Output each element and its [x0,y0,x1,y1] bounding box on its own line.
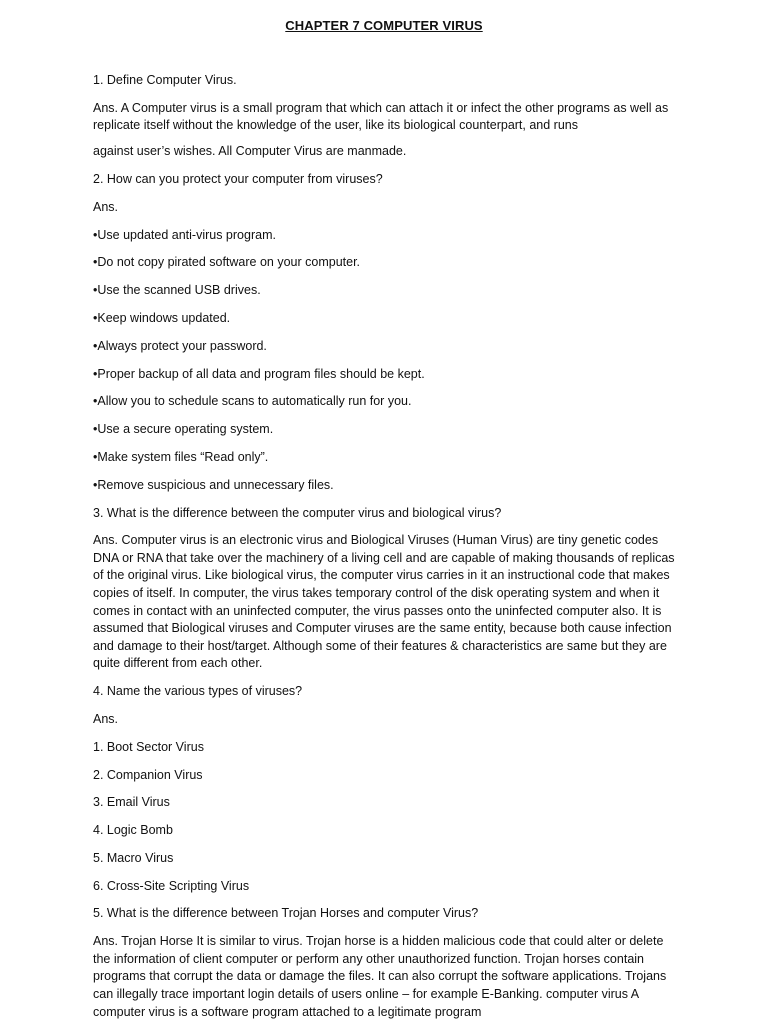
answer-4-label: Ans. [93,712,119,727]
list-item: • Use a secure operating system. [93,421,683,439]
page-title: CHAPTER 7 COMPUTER VIRUS [285,18,483,33]
question-3: 3. What is the difference between the computer virus and biological virus? [93,505,502,520]
list-item: • Do not copy pirated software on your computer. [93,254,683,272]
list-item: • Proper backup of all data and program files should be kept. [93,366,683,384]
question-1: 1. Define Computer Virus. [93,73,237,87]
list-item: • Always protect your password. [93,338,683,356]
list-item: • Remove suspicious and unnecessary files. [93,477,683,495]
document-body [93,72,683,1024]
list-item: • Allow you to schedule scans to automatically run for you. [93,393,683,411]
answer-2-label: Ans. [93,199,119,214]
answer-1-part-1: Ans. A Computer virus is a small program that which can attach it or infect the other programs as well as replicate itself without the knowledge of the user, like its biological counterpart, and runs [93,100,669,133]
question-5: 5. What is the difference between Trojan Horses and computer Virus? [93,906,479,921]
list-item: 5. Macro Virus [93,850,174,865]
list-item: • Make system files “Read only”. [93,449,683,467]
list-item: • Keep windows updated. [93,310,683,328]
answer-3: Ans. Computer virus is an electronic virus and Biological Viruses (Human Virus) are tiny genetic codes DNA or RNA that take over the machinery of a living cell and are capable of making thousands of replicas of the original virus. Like biological virus, the computer virus carries in it an instructional code that makes copies of itself. In computer, the virus takes temporary control of the disk operating system and when it comes in contact with an uninfected computer, the virus passes onto the uninfected computer also. It is assumed that Biological viruses and Computer viruses are the same entity, because both cause infection and damage to their host/target. Although some of their features & characteristics are same but they are quite different from each other. [93,533,675,671]
list-item: 3. Email Virus [93,795,170,810]
answer-5: Ans. Trojan Horse It is similar to virus. Trojan horse is a hidden malicious code that could alter or delete the information of client computer or perform any other unauthorized function. Trojan horses contain programs that corrupt the data or damage the files. It can also corrupt the software applications. Trojans can illegally trace important login details of users online – for example E-Banking. computer virus A computer virus is a software program attached to a legitimate program [93,934,667,1019]
list-item: 6. Cross-Site Scripting Virus [93,878,250,893]
list-item: • Use the scanned USB drives. [93,282,683,300]
answer-1-part-2: against user’s wishes. All Computer Virus are manmade. [93,144,407,159]
list-item: 1. Boot Sector Virus [93,739,204,754]
list-item: 4. Logic Bomb [93,823,173,838]
question-4: 4. Name the various types of viruses? [93,684,303,699]
list-item: 2. Companion Virus [93,767,203,782]
list-item: • Use updated anti-virus program. [93,227,683,245]
question-2: 2. How can you protect your computer from viruses? [93,172,383,187]
